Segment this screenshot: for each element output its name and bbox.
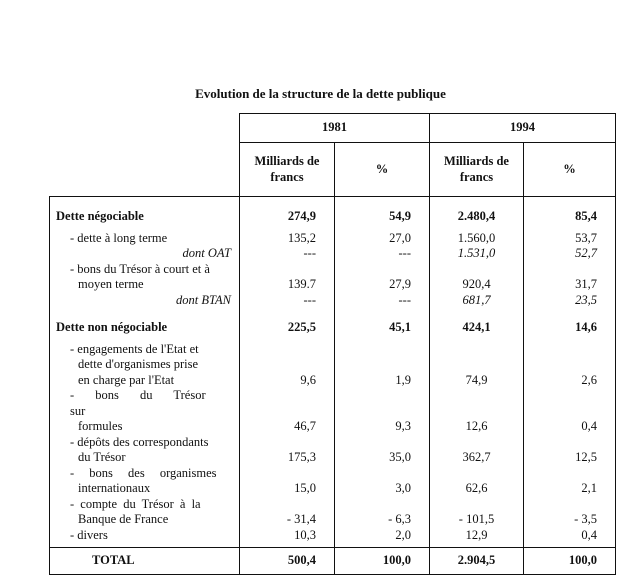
- table-row: [50, 512, 616, 528]
- cell-value: - 101,5: [430, 512, 524, 528]
- table-row: [50, 528, 616, 548]
- cell-value: 54,9: [335, 197, 430, 225]
- year-1994-header: 1994: [430, 114, 616, 143]
- empty-cell: [240, 262, 335, 278]
- cell-value: 12,9: [430, 528, 524, 548]
- row-label: Dette non négociable: [50, 308, 240, 336]
- row-label: - bons des organismes: [50, 466, 240, 482]
- empty-cell: [240, 466, 335, 482]
- empty-cell: [430, 262, 524, 278]
- cell-value: 53,7: [524, 225, 616, 247]
- cell-value: 74,9: [430, 373, 524, 389]
- cell-value: 12,5: [524, 450, 616, 466]
- empty-cell: [240, 336, 335, 358]
- table-row: [50, 466, 616, 482]
- table-row: [50, 225, 616, 247]
- empty-cell: [335, 466, 430, 482]
- cell-value: 35,0: [335, 450, 430, 466]
- table-row: [50, 197, 616, 225]
- cell-value: 52,7: [524, 246, 616, 262]
- cell-value: ---: [335, 246, 430, 262]
- total-row: [50, 548, 616, 575]
- table-row: [50, 435, 616, 451]
- table-row: [50, 262, 616, 278]
- empty-cell: [524, 466, 616, 482]
- row-label: du Trésor: [50, 450, 240, 466]
- empty-cell: [524, 336, 616, 358]
- cell-value: 500,4: [240, 548, 335, 575]
- cell-value: 362,7: [430, 450, 524, 466]
- empty-cell: [524, 357, 616, 373]
- cell-value: 2.904,5: [430, 548, 524, 575]
- table-row: [50, 293, 616, 309]
- cell-value: 1,9: [335, 373, 430, 389]
- row-label: - bons du Trésor à court et à: [50, 262, 240, 278]
- row-label: dont BTAN: [50, 293, 240, 309]
- empty-cell: [335, 336, 430, 358]
- cell-value: 3,0: [335, 481, 430, 497]
- cell-value: 85,4: [524, 197, 616, 225]
- cell-value: ---: [240, 293, 335, 309]
- empty-cell: [524, 388, 616, 419]
- cell-value: 2,1: [524, 481, 616, 497]
- cell-value: - 6,3: [335, 512, 430, 528]
- empty-cell: [335, 262, 430, 278]
- row-label: - divers: [50, 528, 240, 548]
- empty-cell: [524, 497, 616, 513]
- row-label: - compte du Trésor à la: [50, 497, 240, 513]
- empty-cell: [335, 357, 430, 373]
- table-row: [50, 336, 616, 358]
- table-row: [50, 497, 616, 513]
- corner-cell: [50, 114, 240, 143]
- cell-value: 2.480,4: [430, 197, 524, 225]
- empty-cell: [240, 435, 335, 451]
- table-row: [50, 357, 616, 373]
- row-label: Banque de France: [50, 512, 240, 528]
- cell-value: 1.560,0: [430, 225, 524, 247]
- table-title: Evolution de la structure de la dette publique: [195, 86, 446, 101]
- year-header-row: [50, 114, 616, 143]
- row-label: dont OAT: [50, 246, 240, 262]
- cell-value: 62,6: [430, 481, 524, 497]
- table-row: [50, 308, 616, 336]
- empty-cell: [335, 497, 430, 513]
- cell-value: 920,4: [430, 277, 524, 293]
- empty-cell: [430, 466, 524, 482]
- table-row: [50, 246, 616, 262]
- col-header-amount-1994: Milliards de francs: [430, 143, 524, 197]
- year-1981-header: 1981: [240, 114, 430, 143]
- debt-structure-table: [49, 113, 616, 575]
- empty-cell: [430, 388, 524, 419]
- cell-value: 45,1: [335, 308, 430, 336]
- cell-value: 225,5: [240, 308, 335, 336]
- empty-cell: [430, 357, 524, 373]
- row-label: moyen terme: [50, 277, 240, 293]
- row-label: - dépôts des correspondants: [50, 435, 240, 451]
- cell-value: - 31,4: [240, 512, 335, 528]
- cell-value: 139.7: [240, 277, 335, 293]
- table-row: [50, 388, 616, 419]
- cell-value: 2,0: [335, 528, 430, 548]
- corner-cell: [50, 143, 240, 197]
- row-label: formules: [50, 419, 240, 435]
- empty-cell: [430, 336, 524, 358]
- cell-value: 0,4: [524, 528, 616, 548]
- row-label: TOTAL: [50, 548, 240, 575]
- row-label: - dette à long terme: [50, 225, 240, 247]
- cell-value: 175,3: [240, 450, 335, 466]
- cell-value: 274,9: [240, 197, 335, 225]
- cell-value: 23,5: [524, 293, 616, 309]
- col-header-pct-1981: %: [335, 143, 430, 197]
- row-label: en charge par l'Etat: [50, 373, 240, 389]
- empty-cell: [524, 435, 616, 451]
- cell-value: 0,4: [524, 419, 616, 435]
- row-label: dette d'organismes prise: [50, 357, 240, 373]
- empty-cell: [240, 388, 335, 419]
- cell-value: 100,0: [524, 548, 616, 575]
- cell-value: 27,9: [335, 277, 430, 293]
- table-row: [50, 450, 616, 466]
- cell-value: - 3,5: [524, 512, 616, 528]
- cell-value: ---: [240, 246, 335, 262]
- col-header-amount-1981: Milliards de francs: [240, 143, 335, 197]
- cell-value: 15,0: [240, 481, 335, 497]
- empty-cell: [240, 497, 335, 513]
- empty-cell: [335, 435, 430, 451]
- table-row: [50, 277, 616, 293]
- cell-value: 135,2: [240, 225, 335, 247]
- cell-value: 681,7: [430, 293, 524, 309]
- empty-cell: [524, 262, 616, 278]
- cell-value: 9,3: [335, 419, 430, 435]
- cell-value: ---: [335, 293, 430, 309]
- cell-value: 1.531,0: [430, 246, 524, 262]
- col-header-pct-1994: %: [524, 143, 616, 197]
- cell-value: 100,0: [335, 548, 430, 575]
- row-label: - bons du Trésor sur: [50, 388, 240, 419]
- cell-value: 9,6: [240, 373, 335, 389]
- unit-header-row: [50, 143, 616, 197]
- cell-value: 46,7: [240, 419, 335, 435]
- row-label: internationaux: [50, 481, 240, 497]
- cell-value: 27,0: [335, 225, 430, 247]
- empty-cell: [240, 357, 335, 373]
- empty-cell: [430, 435, 524, 451]
- cell-value: 12,6: [430, 419, 524, 435]
- cell-value: 10,3: [240, 528, 335, 548]
- row-label: - engagements de l'Etat et: [50, 336, 240, 358]
- cell-value: 424,1: [430, 308, 524, 336]
- cell-value: 14,6: [524, 308, 616, 336]
- empty-cell: [430, 497, 524, 513]
- row-label: Dette négociable: [50, 197, 240, 225]
- table-row: [50, 419, 616, 435]
- table-row: [50, 373, 616, 389]
- table-row: [50, 481, 616, 497]
- empty-cell: [335, 388, 430, 419]
- cell-value: 31,7: [524, 277, 616, 293]
- cell-value: 2,6: [524, 373, 616, 389]
